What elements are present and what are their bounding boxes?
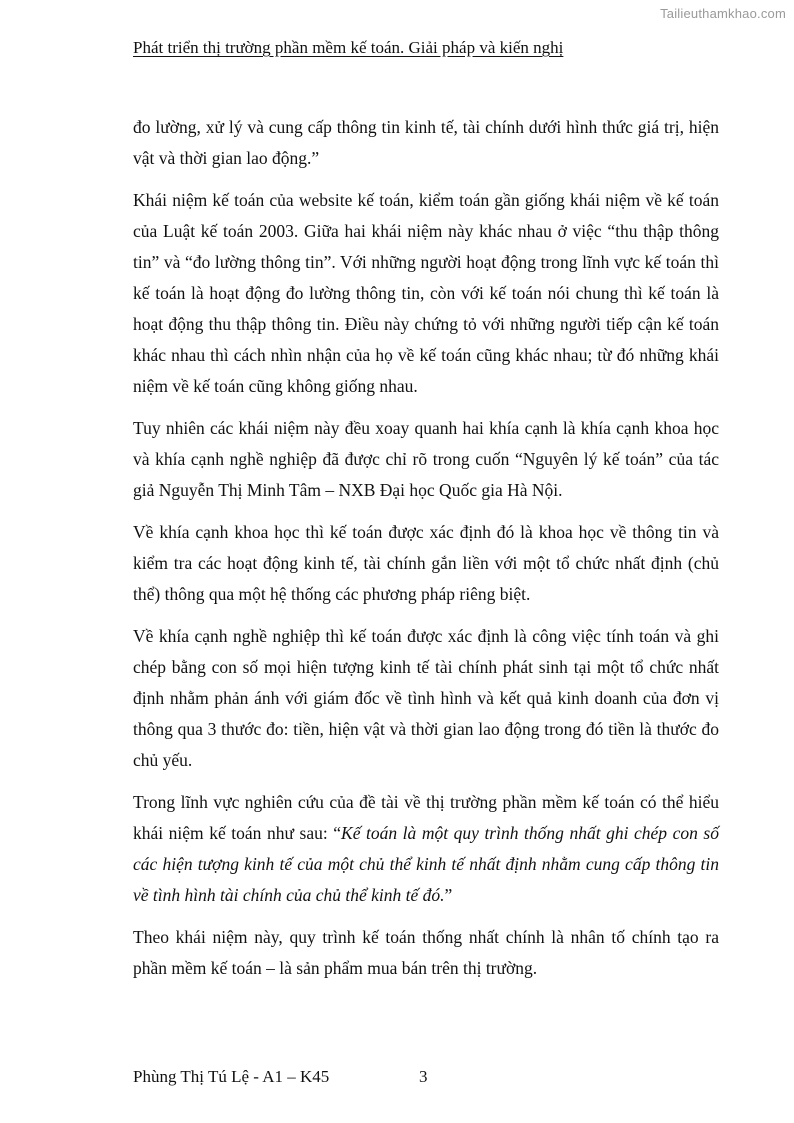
- page-number: 3: [419, 1067, 428, 1086]
- footer-author: Phùng Thị Tú Lệ - A1 – K45: [133, 1067, 330, 1086]
- watermark: Tailieuthamkhao.com: [660, 6, 786, 21]
- paragraph-2: Khái niệm kế toán của website kế toán, kiểm toán gần giống khái niệm về kế toán của Luật kế toán 2003. Giữa hai khái niệm này khác nhau ở việc “thu thập thông tin” và “đo lường thông tin”. Với những người hoạt động trong lĩnh vực kế toán thì kế toán là hoạt động đo lường thông tin, còn với kế toán nói chung thì kế toán là hoạt động thu thập thông tin. Điều này chứng tỏ với những người tiếp cận kế toán khác nhau thì cách nhìn nhận của họ về kế toán cũng khác nhau; từ đó những khái niệm về kế toán cũng không giống nhau.: [133, 190, 719, 396]
- body-text: [133, 112, 719, 995]
- running-header: Phát triển thị trường phần mềm kế toán. Giải pháp và kiến nghị: [133, 38, 564, 57]
- paragraph-3: Tuy nhiên các khái niệm này đều xoay quanh hai khía cạnh là khía cạnh khoa học và khía cạnh nghề nghiệp đã được chỉ rõ trong cuốn “Nguyên lý kế toán” của tác giả Nguyễn Thị Minh Tâm – NXB Đại học Quốc gia Hà Nội.: [133, 418, 719, 500]
- definition-tail: ”: [444, 885, 453, 905]
- paragraph-1: đo lường, xử lý và cung cấp thông tin kinh tế, tài chính dưới hình thức giá trị, hiện vật và thời gian lao động.”: [133, 117, 719, 168]
- paragraph-5: Về khía cạnh nghề nghiệp thì kế toán được xác định là công việc tính toán và ghi chép bằng con số mọi hiện tượng kinh tế tài chính phát sinh tại một tổ chức nhất định nhằm phản ánh với giám đốc về tình hình và kết quả kinh doanh của đơn vị thông qua 3 thước đo: tiền, hiện vật và thời gian lao động trong đó tiền là thước đo chủ yếu.: [133, 626, 719, 770]
- definition-paragraph: [133, 787, 719, 911]
- definition-quote: Kế toán là một quy trình thống nhất ghi chép con số các hiện tượng kinh tế của một chủ thể kinh tế nhất định nhằm cung cấp thông tin về tình hình tài chính của chủ thể kinh tế đó.: [133, 823, 719, 905]
- definition-lead: Trong lĩnh vực nghiên cứu của đề tài về thị trường phần mềm kế toán có thể hiểu khái niệm kế toán như sau: “: [133, 792, 719, 843]
- paragraph-4: Về khía cạnh khoa học thì kế toán được xác định đó là khoa học về thông tin và kiểm tra các hoạt động kinh tế, tài chính gắn liền với một tổ chức nhất định (chủ thể) thông qua một hệ thống các phương pháp riêng biệt.: [133, 522, 719, 604]
- closing-paragraph: Theo khái niệm này, quy trình kế toán thống nhất chính là nhân tố chính tạo ra phần mềm kế toán – là sản phẩm mua bán trên thị trường.: [133, 927, 719, 978]
